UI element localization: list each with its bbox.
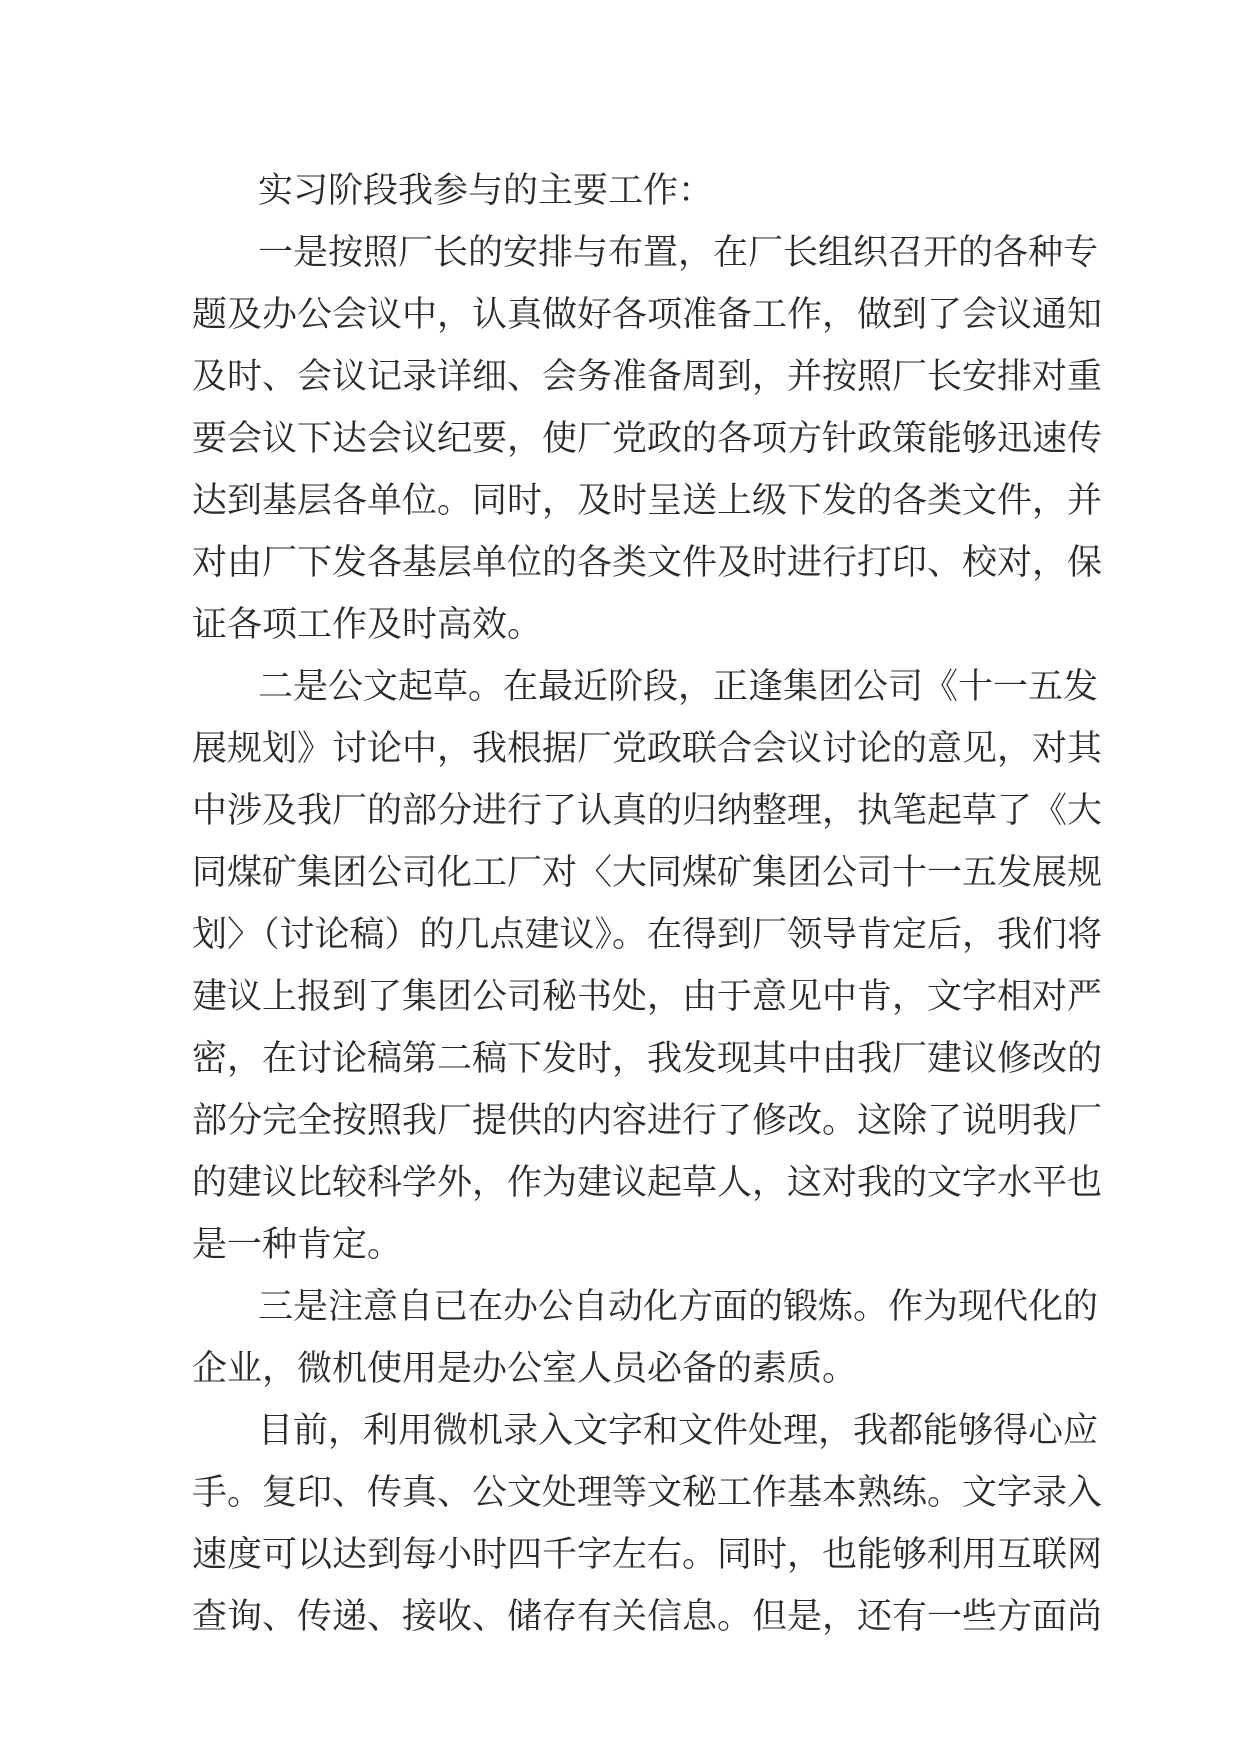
paragraph-line: 密，在讨论稿第二稿下发时，我发现其中由我厂建议修改的	[192, 1039, 1103, 1079]
paragraph-line: 达到基层各单位。同时，及时呈送上级下发的各类文件，并	[192, 481, 1103, 521]
document-body	[192, 160, 1103, 1648]
paragraph-line: 实习阶段我参与的主要工作：	[258, 171, 714, 211]
paragraph-line: 速度可以达到每小时四千字左右。同时，也能够利用互联网	[192, 1535, 1103, 1575]
paragraph-line: 部分完全按照我厂提供的内容进行了修改。这除了说明我厂	[192, 1101, 1103, 1141]
paragraph-line: 证各项工作及时高效。	[192, 605, 543, 645]
paragraph-line: 企业，微机使用是办公室人员必备的素质。	[192, 1349, 858, 1389]
paragraph-line: 及时、会议记录详细、会务准备周到，并按照厂长安排对重	[192, 357, 1103, 397]
paragraph-line: 二是公文起草。在最近阶段，正逢集团公司《十一五发	[258, 667, 1099, 707]
paragraph-line: 同煤矿集团公司化工厂对〈大同煤矿集团公司十一五发展规	[192, 853, 1103, 893]
paragraph-line: 查询、传递、接收、储存有关信息。但是，还有一些方面尚	[192, 1597, 1103, 1637]
paragraph-line: 三是注意自已在办公自动化方面的锻炼。作为现代化的	[258, 1287, 1099, 1327]
paragraph-line: 一是按照厂长的安排与布置，在厂长组织召开的各种专	[258, 233, 1099, 273]
paragraph-line: 对由厂下发各基层单位的各类文件及时进行打印、校对，保	[192, 543, 1103, 583]
paragraph-line: 的建议比较科学外，作为建议起草人，这对我的文字水平也	[192, 1163, 1103, 1203]
paragraph-line: 手。复印、传真、公文处理等文秘工作基本熟练。文字录入	[192, 1473, 1103, 1513]
paragraph-line: 展规划》讨论中，我根据厂党政联合会议讨论的意见，对其	[192, 729, 1103, 769]
paragraph-line: 中涉及我厂的部分进行了认真的归纳整理，执笔起草了《大	[192, 791, 1103, 831]
paragraph-line: 题及办公会议中，认真做好各项准备工作，做到了会议通知	[192, 295, 1103, 335]
paragraph-line: 建议上报到了集团公司秘书处，由于意见中肯，文字相对严	[192, 977, 1103, 1017]
paragraph-line: 划〉（讨论稿）的几点建议》。在得到厂领导肯定后，我们将	[192, 915, 1103, 955]
paragraph-line: 要会议下达会议纪要，使厂党政的各项方针政策能够迅速传	[192, 419, 1103, 459]
paragraph-line: 目前，利用微机录入文字和文件处理，我都能够得心应	[258, 1411, 1099, 1451]
paragraph-line: 是一种肯定。	[192, 1225, 403, 1265]
